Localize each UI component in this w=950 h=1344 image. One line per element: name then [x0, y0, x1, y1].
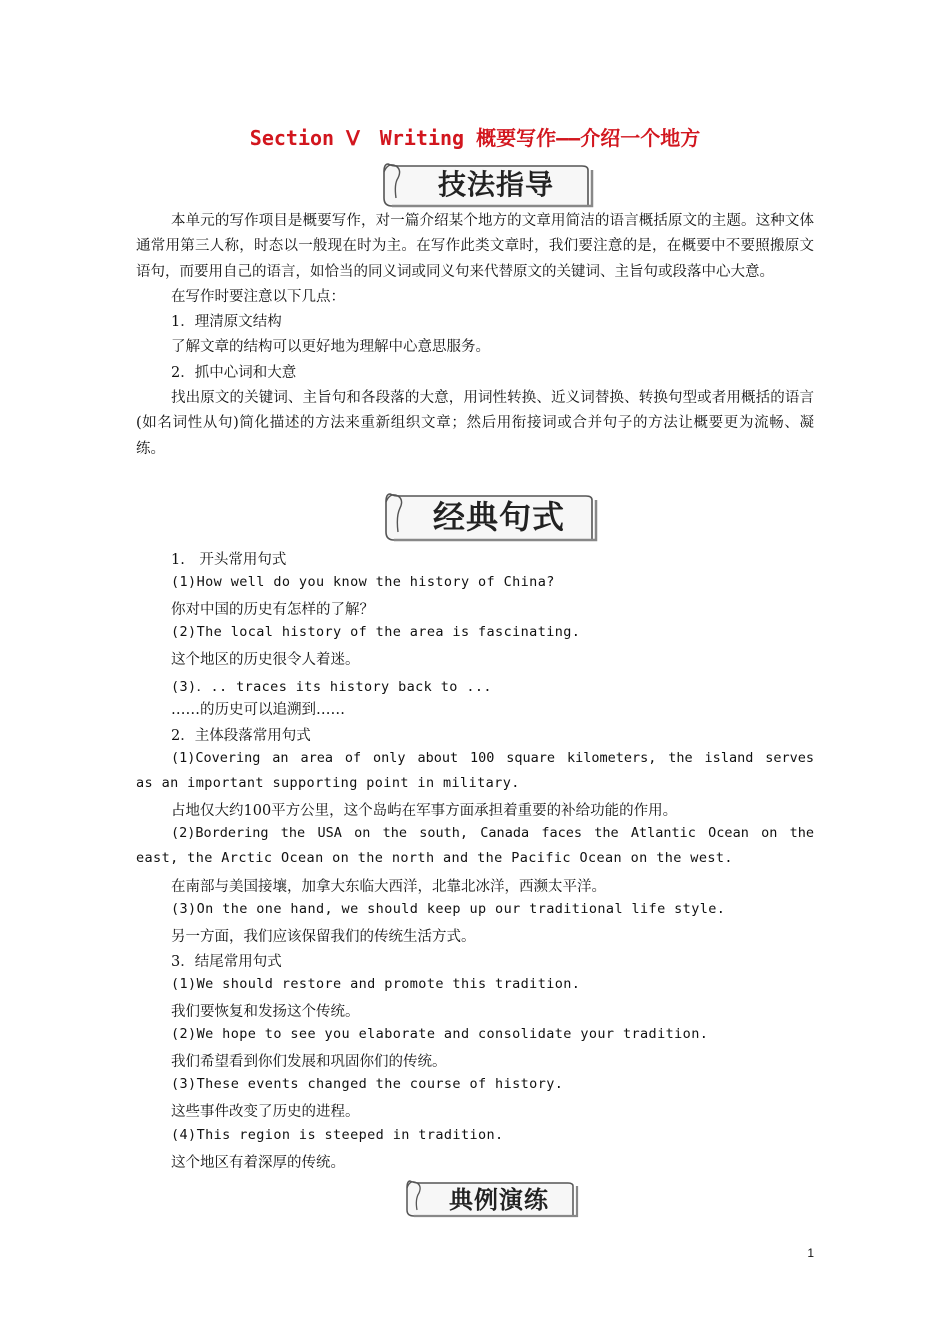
intro-heading: 2．抓中心词和大意 [171, 364, 297, 381]
body-heading: 2．主体段落常用句式 [171, 728, 311, 744]
intro-paragraph: 在写作时要注意以下几点： [171, 288, 345, 305]
intro-paragraph: 找出原文的关键词、主旨句和各段落的大意，用词性转换、近义词替换、转换句型或者用概括的语言(如名词性从句)简化描述的方法来重新组织文章；然后用衔接词或合并句子的方法让概要更为流畅、凝练。 [136, 390, 814, 457]
sentence-zh: 占地仅大约100平方公里，这个岛屿在军事方面承担着重要的补给功能的作用。 [171, 803, 678, 819]
sentence-en: as an important supporting point in military. [136, 775, 520, 791]
page-title: Section Ⅴ Writing 概要写作——介绍一个地方 [249, 126, 701, 150]
sentence-en: (1)How well do you know the history of China? [171, 574, 555, 590]
sentence-en: (2)The local history of the area is fascinating. [171, 624, 581, 640]
sentence-zh: 我们希望看到你们发展和巩固你们的传统。 [171, 1054, 447, 1070]
banner-label: 经典句式 [432, 498, 565, 536]
intro-paragraph: 了解文章的结构可以更好地为理解中心意思服务。 [171, 339, 490, 356]
sentence-en: east, the Arctic Ocean on the north and the Pacific Ocean on the west. [136, 850, 733, 866]
sentence-zh: 另一方面，我们应该保留我们的传统生活方式。 [171, 929, 476, 945]
sentence-zh: 这些事件改变了历史的进程。 [171, 1104, 360, 1120]
section-banner-techniques [382, 158, 594, 208]
sentence-en: (3)．.. traces its history back to ... [171, 679, 492, 695]
intro-heading: 1．理清原文结构 [171, 314, 282, 331]
sentence-en: (2)Bordering the USA on the south, Canada faces the Atlantic Ocean on the [171, 825, 814, 841]
sentence-en: (4)This region is steeped in tradition. [171, 1127, 504, 1143]
banner-label: 典例演练 [449, 1184, 549, 1214]
sentence-en: (3)On the one hand, we should keep up our traditional life style. [171, 901, 726, 917]
page-number: 1 [807, 1246, 814, 1260]
ending-heading: 3．结尾常用句式 [171, 954, 282, 970]
sentence-en: (3)These events changed the course of history. [171, 1076, 564, 1092]
section-banner-classic [384, 488, 598, 542]
sentence-zh: 这个地区的历史很令人着迷。 [171, 652, 360, 668]
sentence-zh: 我们要恢复和发扬这个传统。 [171, 1004, 360, 1020]
opening-heading: 1. 开头常用句式 [171, 552, 287, 568]
banner-label: 技法指导 [437, 168, 554, 201]
sentence-en: (2)We hope to see you elaborate and consolidate your tradition. [171, 1026, 709, 1042]
sentence-zh: 你对中国的历史有怎样的了解？ [171, 602, 374, 618]
sentence-en: (1)We should restore and promote this tradition. [171, 976, 581, 992]
sentence-zh: 这个地区有着深厚的传统。 [171, 1155, 345, 1171]
sentence-zh: 在南部与美国接壤，加拿大东临大西洋，北靠北冰洋，西濒太平洋。 [171, 879, 606, 895]
intro-section [136, 209, 814, 462]
sentence-zh: ……的历史可以追溯到…… [171, 702, 345, 718]
section-banner-examples [405, 1176, 579, 1218]
intro-paragraph: 本单元的写作项目是概要写作，对一篇介绍某个地方的文章用简洁的语言概括原文的主题。这种文体通常用第三人称，时态以一般现在时为主。在写作此类文章时，我们要注意的是，在概要中不要照搬原文语句，而要用自己的语言，如恰当的同义词或同义句来代替原文的关键词、主旨句或段落中心大意。 [136, 213, 814, 280]
sentence-en: (1)Covering an area of only about 100 square kilometers, the island serves [171, 750, 814, 766]
